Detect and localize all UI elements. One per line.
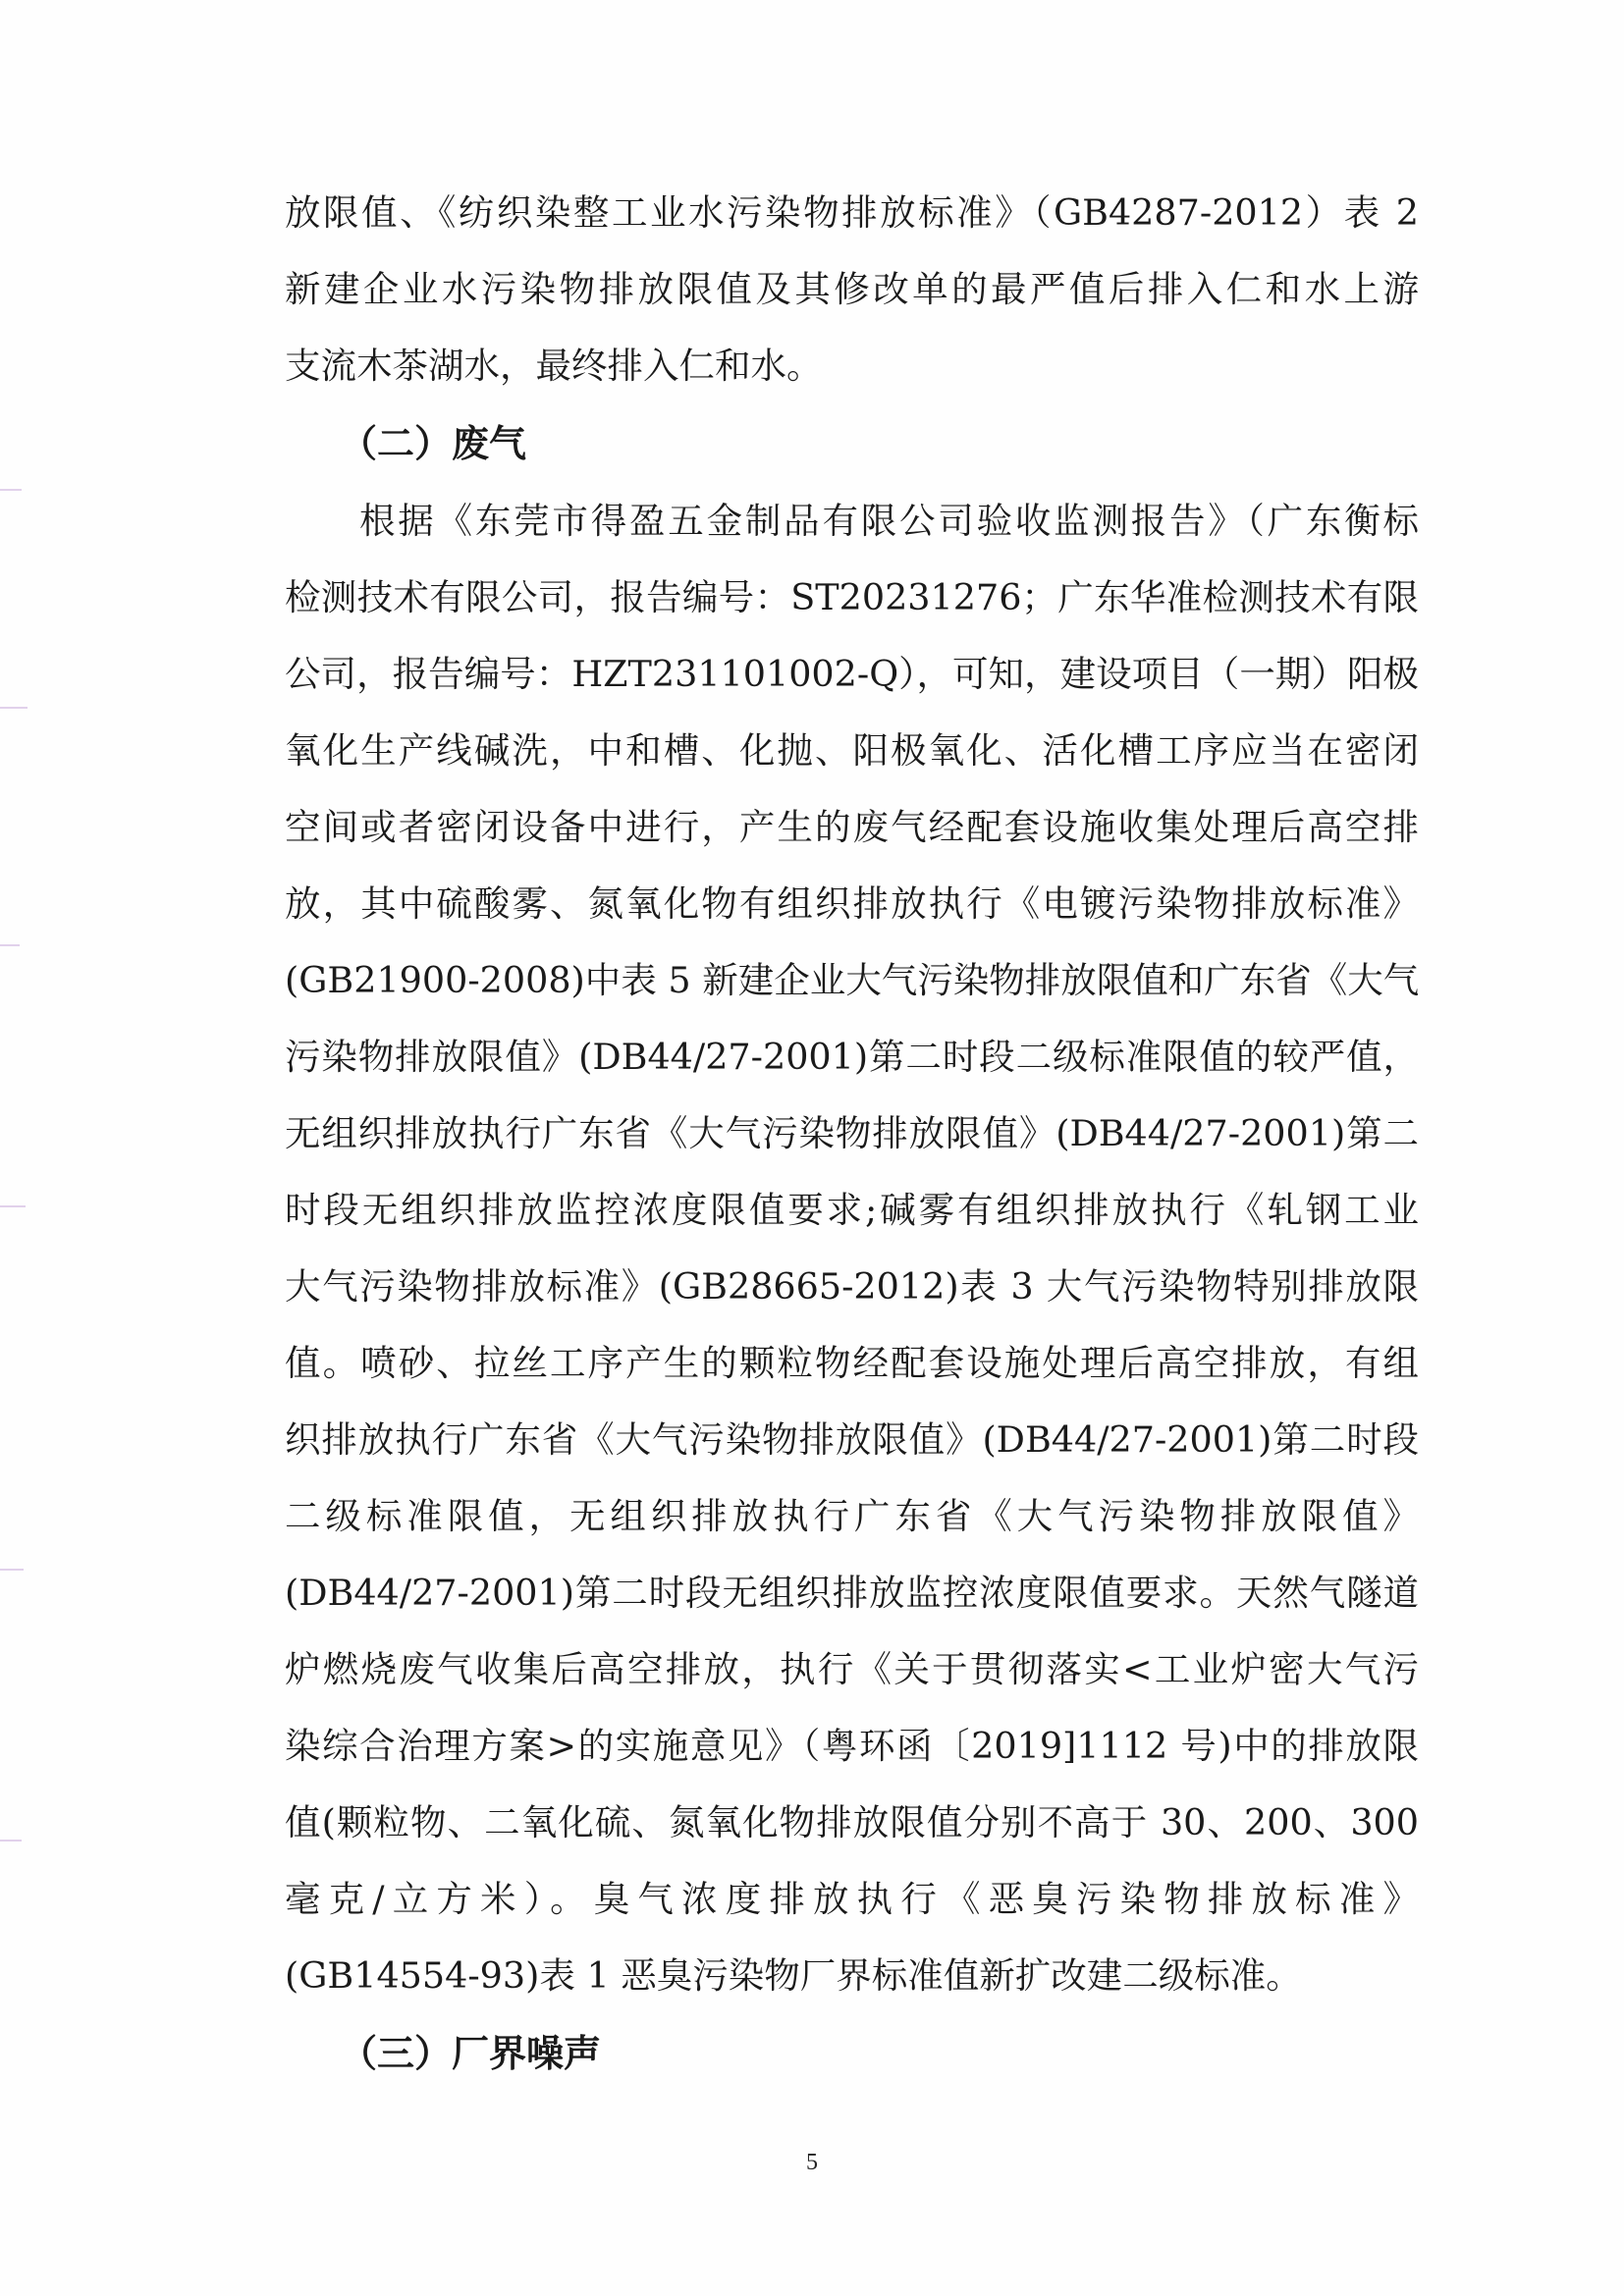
body-line: 大气污染物排放标准》(GB28665-2012)表 3 大气污染物特别排放限: [285, 1265, 1419, 1308]
body-line: 无组织排放执行广东省《大气污染物排放限值》(DB44/27-2001)第二: [285, 1112, 1419, 1154]
body-line: 时段无组织排放监控浓度限值要求;碱雾有组织排放执行《轧钢工业: [285, 1189, 1419, 1231]
scan-artifact: [0, 1840, 22, 1842]
scan-artifact: [0, 489, 22, 491]
body-line: 公司，报告编号：HZT231101002-Q），可知，建设项目（一期）阳极: [285, 653, 1419, 695]
body-line: 毫克/立方米）。臭气浓度排放执行《恶臭污染物排放标准》: [285, 1878, 1419, 1920]
paragraph-first-line: 根据《东莞市得盈五金制品有限公司验收监测报告》（广东衡标: [359, 500, 1419, 542]
section-heading-boundary-noise: （三）厂界噪声: [340, 2031, 602, 2075]
section-heading-waste-gas: （二）废气: [340, 421, 527, 465]
body-line: 放，其中硫酸雾、氮氧化物有组织排放执行《电镀污染物排放标准》: [285, 882, 1419, 925]
body-line: 织排放执行广东省《大气污染物排放限值》(DB44/27-2001)第二时段: [285, 1418, 1419, 1461]
body-line: (DB44/27-2001)第二时段无组织排放监控浓度限值要求。天然气隧道: [285, 1572, 1419, 1614]
body-line: 炉燃烧废气收集后高空排放，执行《关于贯彻落实<工业炉密大气污: [285, 1648, 1419, 1690]
scan-artifact: [0, 944, 20, 946]
scan-artifact: [0, 1205, 26, 1207]
body-line: 氧化生产线碱洗，中和槽、化抛、阳极氧化、活化槽工序应当在密闭: [285, 729, 1419, 772]
document-body: [285, 175, 1419, 2093]
scan-artifact: [0, 707, 27, 709]
scan-artifact: [0, 1569, 24, 1571]
body-line: 值(颗粒物、二氧化硫、氮氧化物排放限值分别不高于 30、200、300: [285, 1801, 1419, 1843]
body-line: (GB14554-93)表 1 恶臭污染物厂界标准值新扩改建二级标准。: [285, 1954, 1302, 1997]
body-line: 二级标准限值，无组织排放执行广东省《大气污染物排放限值》: [285, 1495, 1419, 1537]
body-line: 空间或者密闭设备中进行，产生的废气经配套设施收集处理后高空排: [285, 806, 1419, 848]
body-line: (GB21900-2008)中表 5 新建企业大气污染物排放限值和广东省《大气: [285, 959, 1420, 1001]
body-line: 新建企业水污染物排放限值及其修改单的最严值后排入仁和水上游: [285, 268, 1419, 310]
page-number: 5: [806, 2150, 818, 2175]
body-line: 支流木茶湖水，最终排入仁和水。: [285, 345, 823, 387]
body-line: 值。喷砂、拉丝工序产生的颗粒物经配套设施处理后高空排放，有组: [285, 1342, 1419, 1384]
body-line: 染综合治理方案>的实施意见》（粤环函〔2019]1112 号)中的排放限: [285, 1725, 1419, 1767]
body-line: 放限值、《纺织染整工业水污染物排放标准》（GB4287-2012）表 2: [285, 191, 1419, 234]
body-line: 污染物排放限值》(DB44/27-2001)第二时段二级标准限值的较严值，: [285, 1036, 1419, 1078]
body-line: 检测技术有限公司，报告编号：ST20231276；广东华准检测技术有限: [285, 576, 1419, 618]
